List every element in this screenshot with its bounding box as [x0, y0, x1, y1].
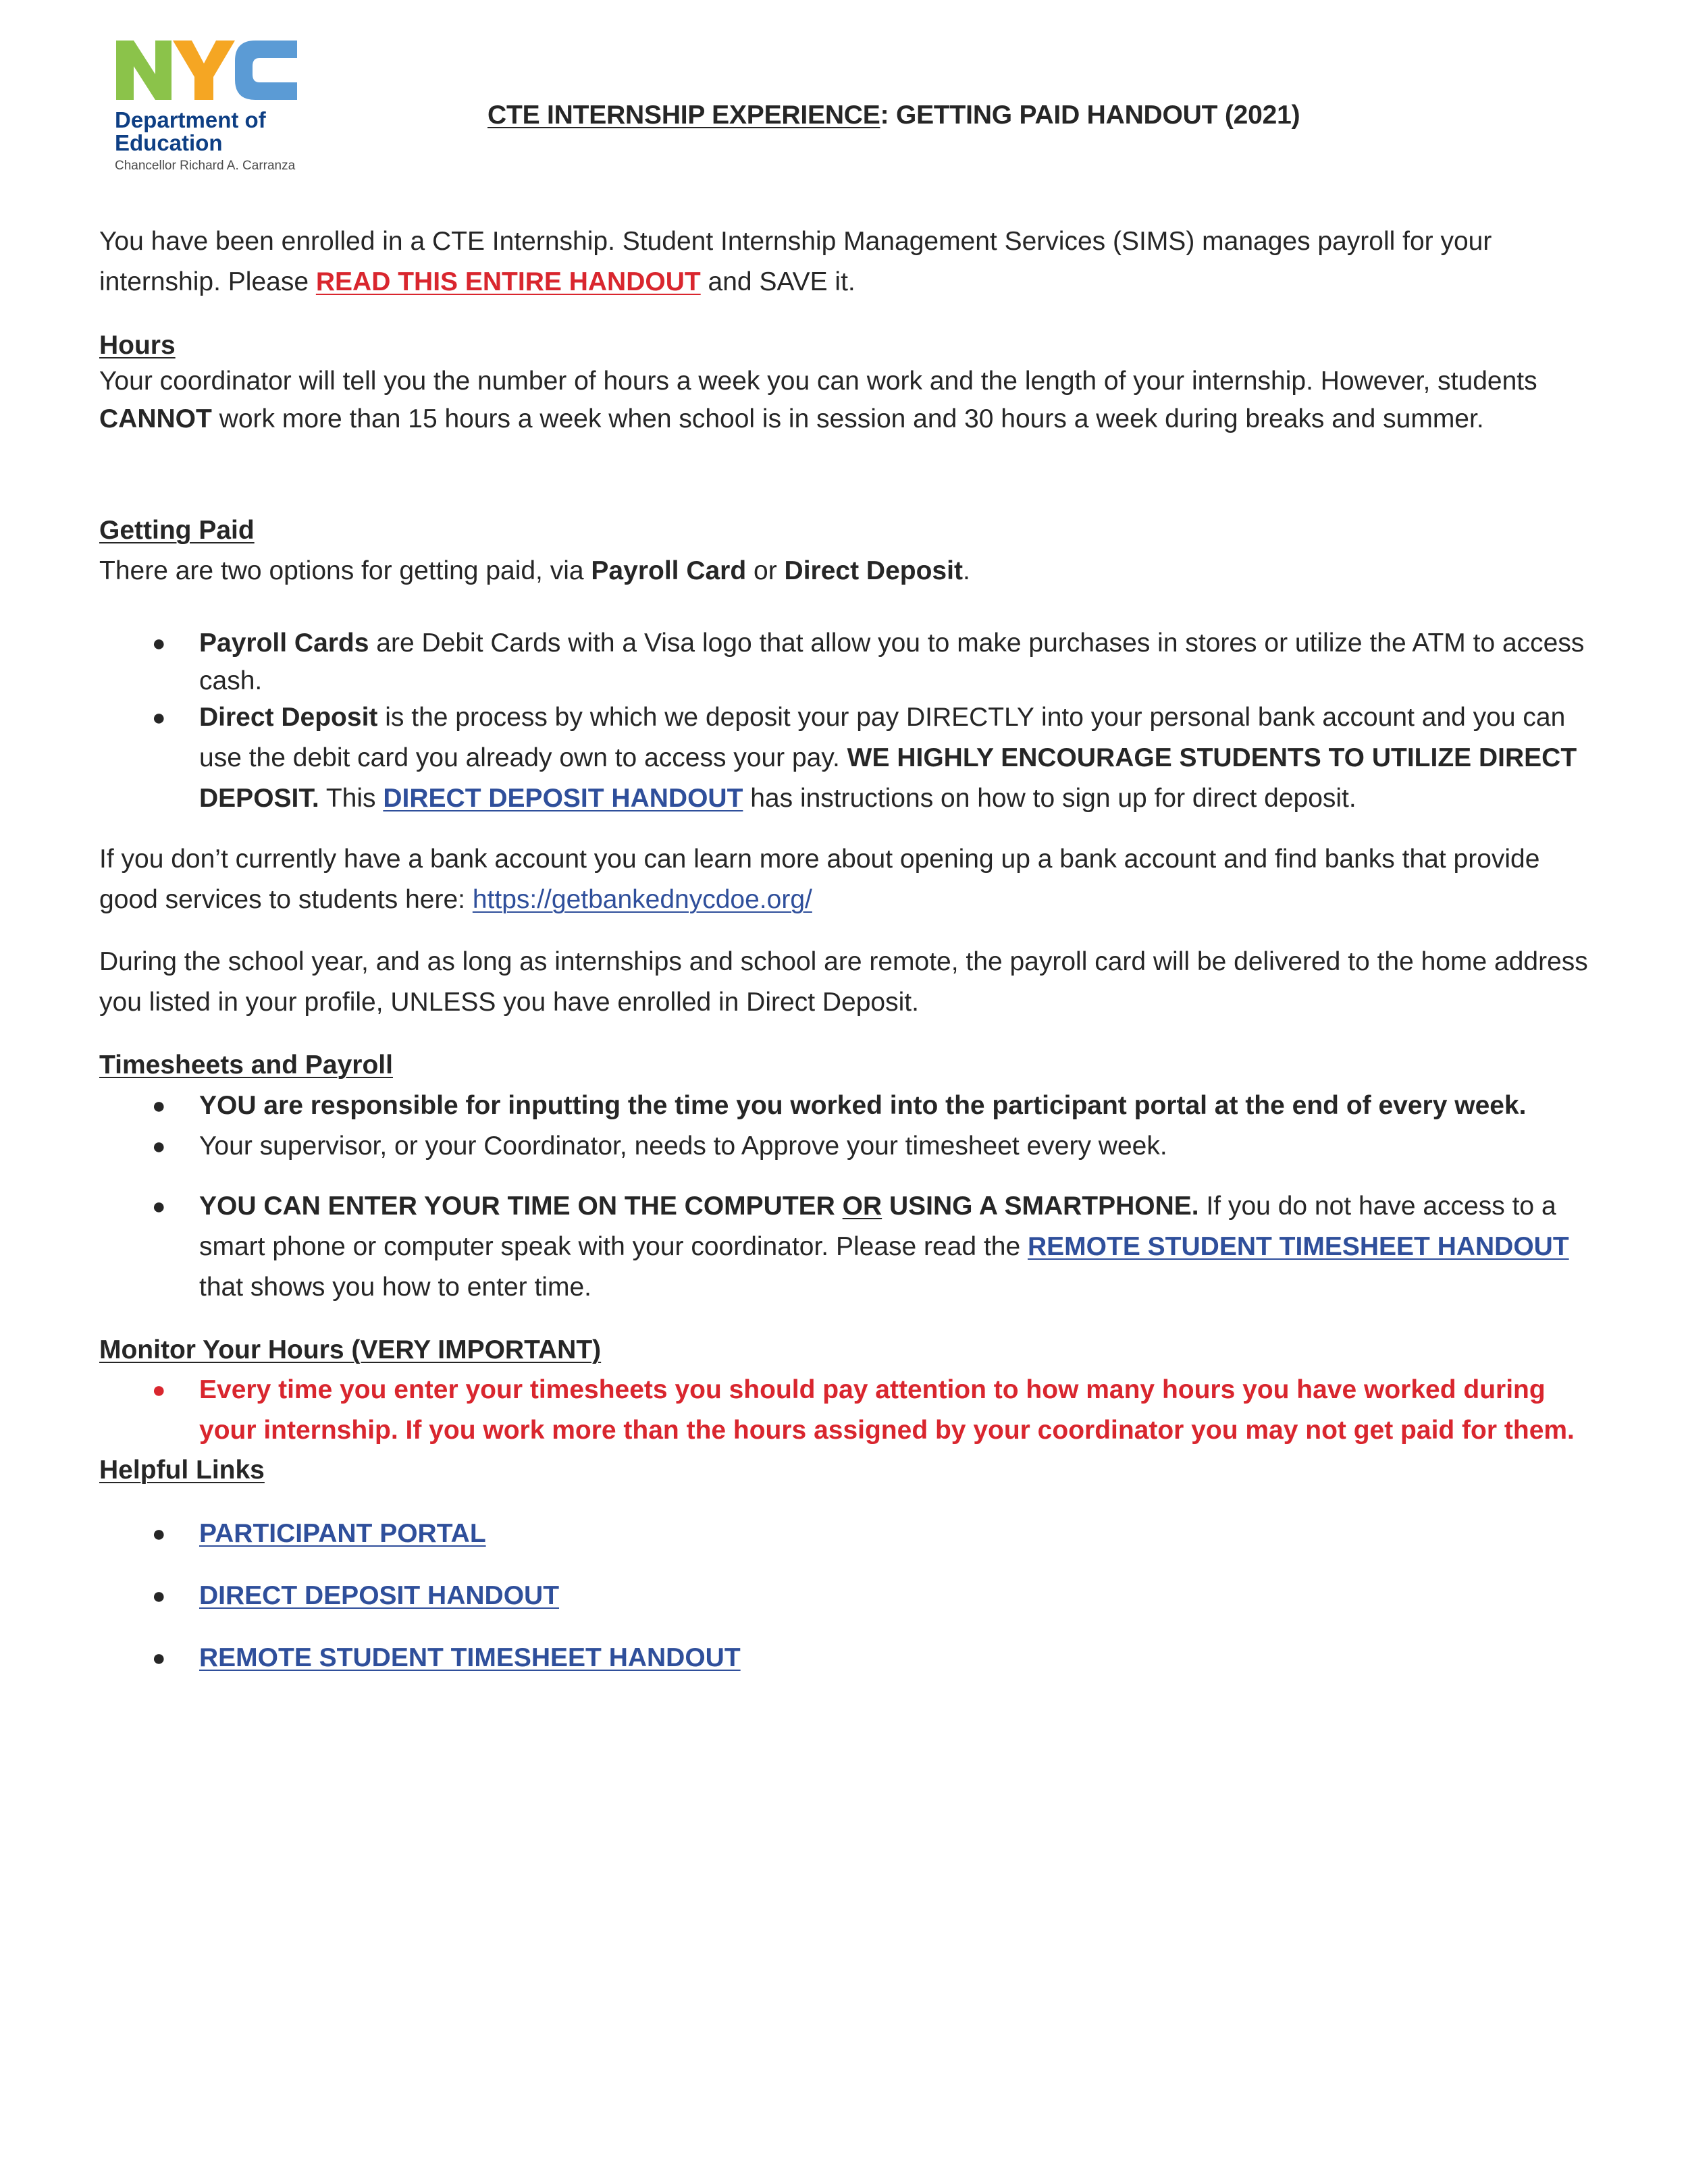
list-item-remote-timesheet-handout	[99, 1638, 1598, 1678]
bullet-dot: ●	[152, 1583, 166, 1609]
bullet-dot: ●	[152, 1377, 166, 1403]
payroll-cards-text: are Debit Cards with a Visa logo that allow you to make purchases in stores or utilize the ATM to access cash.	[199, 629, 1585, 695]
logo-letter-n	[116, 41, 172, 100]
getting-paid-heading: Getting Paid	[99, 516, 255, 545]
options-payroll-card: Payroll Card	[591, 556, 747, 585]
bank-account-text: If you don’t currently have a bank account you can learn more about opening up a bank account and find banks that provide good services to students here:	[99, 845, 1540, 914]
nyc-doe-logo	[113, 35, 316, 177]
list-item-direct-deposit	[99, 697, 1598, 819]
list-item-timesheet-responsibility	[99, 1086, 1598, 1126]
options-direct-deposit: Direct Deposit	[784, 556, 963, 585]
enter-time-bold-a: YOU CAN ENTER YOUR TIME ON THE COMPUTER	[199, 1192, 843, 1221]
bullet-dot: ●	[152, 705, 166, 730]
hours-text: Your coordinator will tell you the number of hours a week you can work and the length of your internship. However, students	[99, 367, 1537, 396]
monitor-hours-text: Every time you enter your timesheets you should pay attention to how many hours you have worked during your internship. If you work more than the hours assigned by your coordinator you may not get paid for them.	[199, 1375, 1575, 1445]
options-text: There are two options for getting paid, via	[99, 556, 591, 585]
options-or: or	[746, 556, 785, 585]
list-item-enter-time	[99, 1186, 1598, 1308]
intro-paragraph	[99, 221, 1598, 302]
getbanked-link[interactable]: https://getbankednycdoe.org/	[472, 885, 812, 914]
title-rest: : GETTING PAID HANDOUT (2021)	[880, 101, 1300, 130]
bullet-dot: ●	[152, 1134, 166, 1159]
direct-deposit-this: This	[319, 784, 384, 813]
bullet-dot: ●	[152, 1521, 166, 1547]
options-period: .	[962, 556, 970, 585]
helpful-remote-timesheet-handout-link[interactable]: REMOTE STUDENT TIMESHEET HANDOUT	[199, 1643, 741, 1672]
hours-heading: Hours	[99, 331, 176, 360]
title-underlined: CTE INTERNSHIP EXPERIENCE	[487, 101, 880, 130]
list-item-supervisor-approve	[99, 1126, 1598, 1167]
intro-text-end: and SAVE it.	[700, 267, 855, 296]
hours-cannot: CANNOT	[99, 404, 212, 433]
school-year-paragraph: During the school year, and as long as internships and school are remote, the payroll card will be delivered to the home address you listed in your profile, UNLESS you have enrolled in Direct Deposit.	[99, 947, 1588, 1017]
enter-time-end: that shows you how to enter time.	[199, 1273, 591, 1302]
read-entire-handout-link[interactable]: READ THIS ENTIRE HANDOUT	[315, 267, 701, 296]
page-title	[487, 101, 1300, 130]
enter-time-text: If you do not have access to a smart phone or computer speak with your coordinator. Please read the	[199, 1192, 1556, 1261]
bullet-dot: ●	[152, 1194, 166, 1219]
logo-chancellor: Chancellor Richard A. Carranza	[115, 159, 296, 173]
timesheets-heading: Timesheets and Payroll	[99, 1050, 393, 1080]
list-item-monitor-hours	[99, 1370, 1598, 1451]
direct-deposit-label: Direct Deposit	[199, 703, 378, 732]
list-item-payroll-cards	[99, 624, 1598, 700]
direct-deposit-text: is the process by which we deposit your pay DIRECTLY into your personal bank account and you can use the debit card you already own to access your pay.	[199, 703, 1566, 772]
helpful-links-heading: Helpful Links	[99, 1456, 265, 1485]
helpful-direct-deposit-handout-link[interactable]: DIRECT DEPOSIT HANDOUT	[199, 1581, 560, 1610]
bank-account-paragraph	[99, 839, 1598, 920]
list-item-participant-portal	[99, 1514, 1598, 1554]
direct-deposit-handout-link[interactable]: DIRECT DEPOSIT HANDOUT	[383, 784, 743, 813]
getting-paid-options	[99, 551, 1598, 591]
logo-letter-c	[235, 41, 297, 100]
bullet-dot: ●	[152, 1093, 166, 1119]
logo-education: Education	[115, 130, 223, 155]
supervisor-approve-text: Your supervisor, or your Coordinator, needs to Approve your timesheet every week.	[199, 1131, 1167, 1161]
hours-text-end: work more than 15 hours a week when school is in session and 30 hours a week during breaks and summer.	[211, 404, 1484, 433]
enter-time-or: OR	[842, 1192, 882, 1221]
nyc-logo-mark	[113, 35, 302, 103]
participant-portal-link[interactable]: PARTICIPANT PORTAL	[199, 1519, 486, 1548]
hours-paragraph	[99, 363, 1598, 438]
remote-timesheet-handout-link[interactable]: REMOTE STUDENT TIMESHEET HANDOUT	[1028, 1232, 1569, 1261]
bullet-dot: ●	[152, 1645, 166, 1671]
logo-department-of: Department of	[115, 107, 266, 132]
timesheet-responsibility-text: YOU are responsible for inputting the time you worked into the participant portal at the end of every week.	[199, 1091, 1527, 1120]
direct-deposit-end: has instructions on how to sign up for direct deposit.	[743, 784, 1356, 813]
bullet-dot: ●	[152, 631, 166, 656]
enter-time-bold-b: USING A SMARTPHONE.	[882, 1192, 1199, 1221]
payroll-cards-label: Payroll Cards	[199, 629, 369, 658]
logo-letter-y	[173, 41, 235, 100]
intro-text: You have been enrolled in a CTE Internship. Student Internship Management Services (SIMS) manages payroll for your internship. Please	[99, 227, 1492, 296]
direct-deposit-encourage: WE HIGHLY ENCOURAGE STUDENTS TO UTILIZE DIRECT DEPOSIT.	[199, 743, 1577, 813]
monitor-hours-heading: Monitor Your Hours (VERY IMPORTANT)	[99, 1335, 602, 1364]
list-item-direct-deposit-handout	[99, 1576, 1598, 1616]
